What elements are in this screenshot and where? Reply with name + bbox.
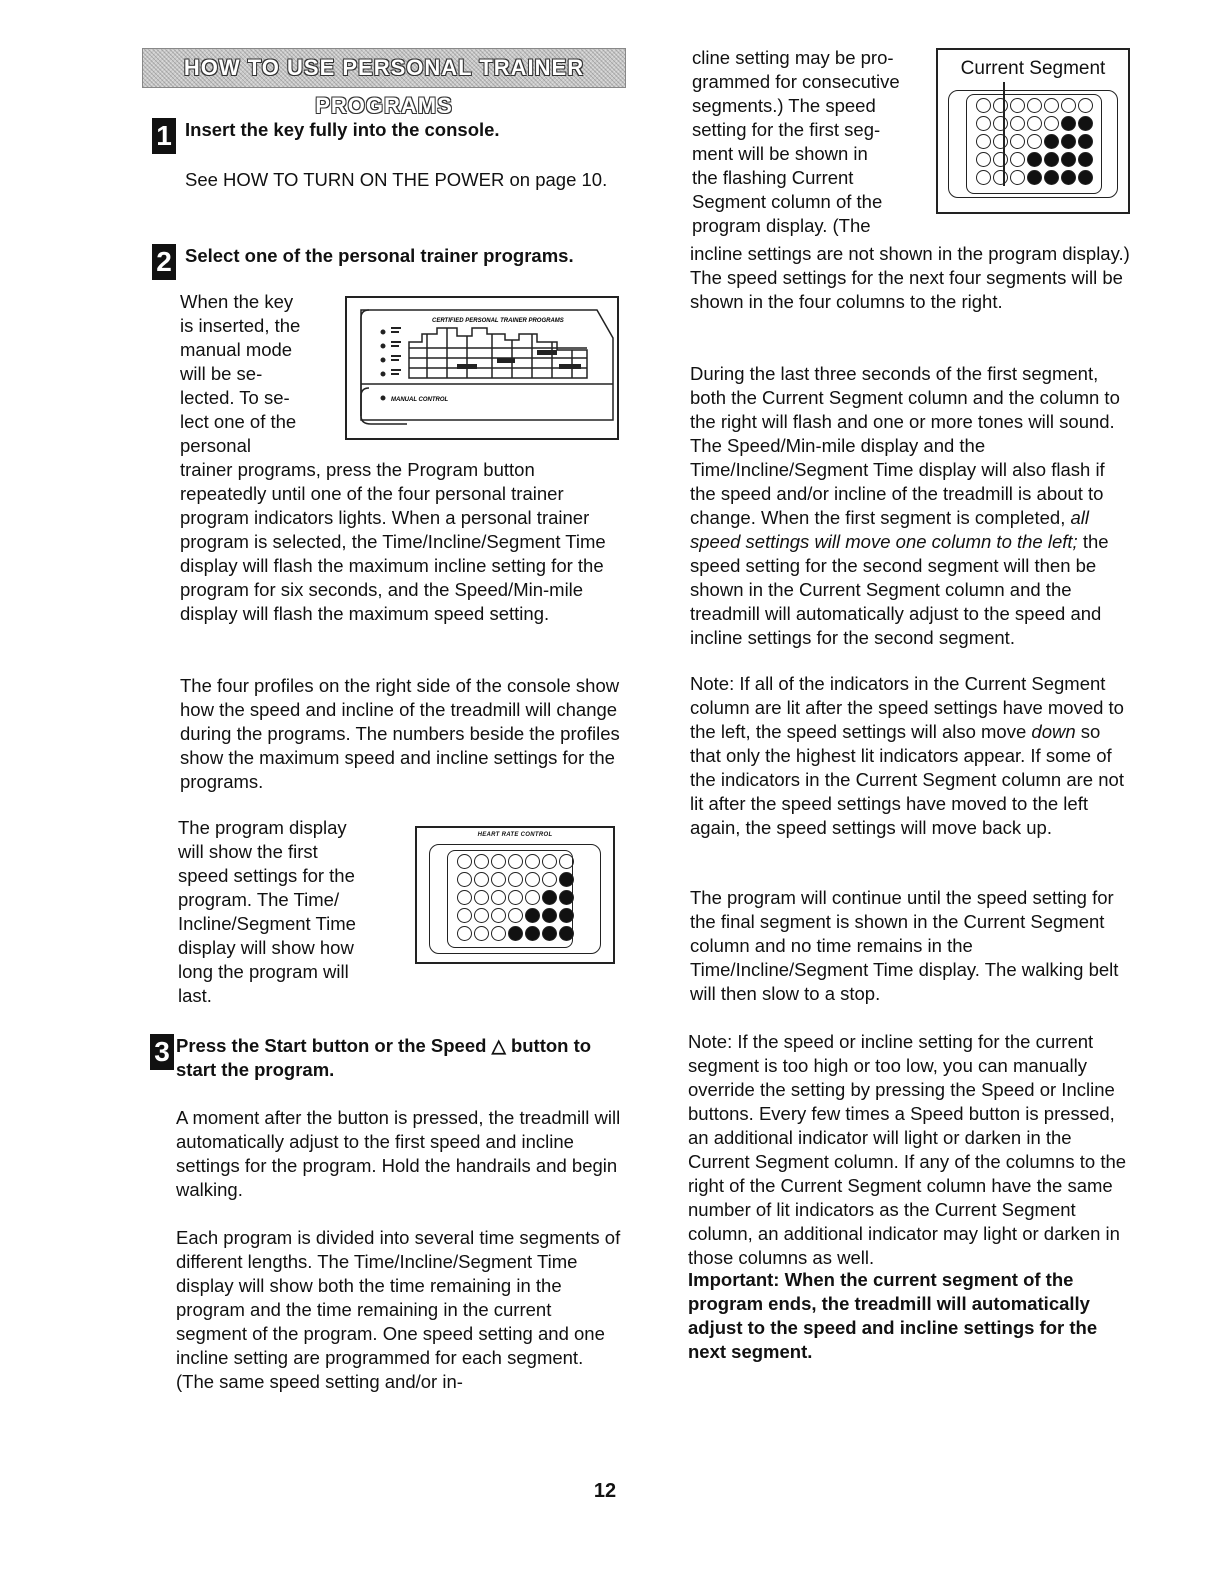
right-note-1: Note: If all of the indicators in the Current Segment column are lit after the speed settings have moved to the left, the speed settings will also move down so that only the highest lit indicators appear. If some of the indicators in the Current Segment column are not lit after the speed settings have moved to the left again, the speed settings will move back up. bbox=[690, 673, 1124, 838]
indicator-dot bbox=[976, 152, 991, 167]
indicator-dot bbox=[508, 854, 523, 869]
indicator-dot bbox=[1027, 134, 1042, 149]
indicator-dot bbox=[1010, 116, 1025, 131]
step-3-para-2: Each program is divided into several time segments of different lengths. The Time/Incline/Segment Time display will show both the time remaining in the program and the time remaining in the current segment of the program. One speed setting and one incline setting are programmed for each segment. (The same speed setting and/or in- bbox=[176, 1227, 621, 1392]
indicator-dot bbox=[1010, 170, 1025, 185]
step-1-number: 1 bbox=[152, 118, 176, 154]
indicator-dot bbox=[1078, 116, 1093, 131]
indicator-dot bbox=[976, 170, 991, 185]
indicator-dot bbox=[474, 908, 489, 923]
indicator-dot bbox=[525, 872, 540, 887]
indicator-dot bbox=[508, 872, 523, 887]
indicator-dot bbox=[1027, 170, 1042, 185]
indicator-dot bbox=[474, 926, 489, 941]
program-indicator-grid bbox=[457, 854, 576, 942]
indicator-dot bbox=[1044, 98, 1059, 113]
indicator-dot bbox=[542, 872, 557, 887]
step-2-para-3: The program display will show the first speed settings for the program. The Time/ Incline/Segment Time display will show how long the program will last. bbox=[178, 817, 356, 1006]
heart-rate-control-label: HEART RATE CONTROL bbox=[477, 832, 553, 838]
console-header-label: CERTIFIED PERSONAL TRAINER PROGRAMS bbox=[432, 318, 564, 324]
step-2-title: Select one of the personal trainer programs. bbox=[185, 245, 574, 266]
current-segment-indicator-grid bbox=[976, 98, 1095, 186]
indicator-dot bbox=[491, 926, 506, 941]
indicator-dot bbox=[474, 890, 489, 905]
indicator-dot bbox=[993, 152, 1008, 167]
indicator-dot bbox=[976, 98, 991, 113]
indicator-dot bbox=[1010, 98, 1025, 113]
step-2-wrap-text: When the key is inserted, the manual mode will be se- lected. To se- lect one of the personal bbox=[180, 291, 301, 456]
indicator-dot bbox=[559, 908, 574, 923]
indicator-dot bbox=[491, 890, 506, 905]
indicator-row bbox=[976, 134, 1095, 150]
indicator-dot bbox=[559, 926, 574, 941]
indicator-dot bbox=[525, 908, 540, 923]
program-display-figure bbox=[415, 826, 615, 964]
indicator-dot bbox=[1010, 152, 1025, 167]
indicator-dot bbox=[1061, 170, 1076, 185]
indicator-dot bbox=[1078, 98, 1093, 113]
indicator-dot bbox=[1044, 170, 1059, 185]
indicator-row bbox=[976, 98, 1095, 114]
indicator-row bbox=[457, 854, 576, 870]
right-para-2: During the last three seconds of the first segment, both the Current Segment column and the column to the right will flash and one or more tones will sound. The Speed/Min-mile display and the Time/Incline/Segment Time display will also flash if the speed and/or incline of the treadmill is about to change. When the first segment is completed, all speed settings will move one column to the left; the speed setting for the second segment will then be shown in the Current Segment column and the treadmill will automatically adjust to the speed and incline settings for the second segment. bbox=[690, 363, 1120, 648]
step-3-title: Press the Start button or the Speed △ button to start the program. bbox=[176, 1035, 592, 1080]
indicator-row bbox=[976, 170, 1095, 186]
current-segment-label: Current Segment bbox=[960, 58, 1106, 79]
indicator-dot bbox=[993, 98, 1008, 113]
indicator-dot bbox=[1061, 98, 1076, 113]
indicator-dot bbox=[993, 134, 1008, 149]
right-note-2: Note: If the speed or incline setting for the current segment is too high or too low, you can manually override the setting by pressing the Speed or Incline buttons. Every few times a Speed button is pressed, an additional indicator will light or darken in the Current Segment column. If any of the columns to the right of the Current Segment column have the same number of lit indicators as the Current Segment column, an additional indicator may light or darken in those columns as well. bbox=[688, 1031, 1127, 1268]
indicator-dot bbox=[1061, 134, 1076, 149]
indicator-dot bbox=[474, 854, 489, 869]
indicator-dot bbox=[1078, 134, 1093, 149]
indicator-dot bbox=[1027, 152, 1042, 167]
indicator-dot bbox=[976, 116, 991, 131]
indicator-row bbox=[976, 152, 1095, 168]
indicator-dot bbox=[525, 926, 540, 941]
page-number: 12 bbox=[593, 1480, 617, 1502]
important-note: Important: When the current segment of the program ends, the treadmill will automatically adjust to the speed and incline settings for the next segment. bbox=[688, 1269, 1098, 1362]
indicator-dot bbox=[1044, 134, 1059, 149]
section-title: HOW TO USE PERSONAL TRAINER PROGRAMS bbox=[183, 55, 585, 118]
step-3-para-1: A moment after the button is pressed, the treadmill will automatically adjust to the first speed and incline settings for the program. Hold the handrails and begin walking. bbox=[176, 1107, 621, 1200]
indicator-dot bbox=[542, 854, 557, 869]
indicator-row bbox=[457, 908, 576, 924]
indicator-row bbox=[457, 926, 576, 942]
right-para-4: The program will continue until the speed setting for the final segment is shown in the Current Segment column and no time remains in the Time/Incline/Segment Time display. The walking belt will then slow to a stop. bbox=[690, 887, 1119, 1004]
indicator-dot bbox=[542, 908, 557, 923]
indicator-dot bbox=[559, 854, 574, 869]
indicator-dot bbox=[457, 854, 472, 869]
indicator-dot bbox=[559, 890, 574, 905]
indicator-dot bbox=[1044, 152, 1059, 167]
right-wrap-text: cline setting may be pro- grammed for consecutive segments.) The speed setting for the first seg- ment will be shown in the flashing Current Segment column of the program display. (The bbox=[692, 47, 900, 236]
indicator-dot bbox=[1027, 116, 1042, 131]
indicator-dot bbox=[1078, 152, 1093, 167]
indicator-dot bbox=[474, 872, 489, 887]
indicator-dot bbox=[993, 170, 1008, 185]
indicator-dot bbox=[542, 890, 557, 905]
indicator-dot bbox=[457, 926, 472, 941]
indicator-dot bbox=[491, 872, 506, 887]
step-2-para-2: The four profiles on the right side of the console show how the speed and incline of the treadmill will change during the programs. The numbers beside the profiles show the maximum speed and incline settings for the programs. bbox=[180, 675, 620, 792]
step-3-number: 3 bbox=[150, 1034, 174, 1070]
indicator-dot bbox=[508, 890, 523, 905]
indicator-dot bbox=[457, 908, 472, 923]
indicator-dot bbox=[1044, 116, 1059, 131]
indicator-dot bbox=[525, 890, 540, 905]
console-figure bbox=[345, 296, 619, 440]
indicator-dot bbox=[559, 872, 574, 887]
right-wrap-rest: incline settings are not shown in the program display.) The speed settings for the next four segments will be shown in the four columns to the right. bbox=[690, 243, 1130, 312]
indicator-dot bbox=[1061, 152, 1076, 167]
step-2-text-rest: trainer programs, press the Program button repeatedly until one of the four personal trainer program indicators lights. When a personal trainer program is selected, the Time/Incline/Segment Time display will flash the maximum incline setting for the program for six seconds, and the Speed/Min-mile display will flash the maximum speed setting. bbox=[180, 459, 606, 624]
indicator-dot bbox=[508, 908, 523, 923]
step-1-text: See HOW TO TURN ON THE POWER on page 10. bbox=[185, 169, 608, 190]
indicator-dot bbox=[491, 854, 506, 869]
indicator-dot bbox=[457, 890, 472, 905]
current-segment-figure bbox=[936, 48, 1130, 214]
indicator-dot bbox=[993, 116, 1008, 131]
manual-control-label: MANUAL CONTROL bbox=[391, 397, 449, 403]
indicator-dot bbox=[1078, 170, 1093, 185]
indicator-dot bbox=[491, 908, 506, 923]
indicator-dot bbox=[976, 134, 991, 149]
indicator-row bbox=[457, 890, 576, 906]
indicator-row bbox=[976, 116, 1095, 132]
step-1-title: Insert the key fully into the console. bbox=[185, 119, 500, 140]
indicator-dot bbox=[457, 872, 472, 887]
indicator-row bbox=[457, 872, 576, 888]
indicator-dot bbox=[1027, 98, 1042, 113]
section-banner bbox=[142, 48, 626, 118]
indicator-dot bbox=[525, 854, 540, 869]
console-illustration bbox=[347, 298, 617, 438]
indicator-dot bbox=[1010, 134, 1025, 149]
indicator-dot bbox=[1061, 116, 1076, 131]
indicator-dot bbox=[508, 926, 523, 941]
step-2-number: 2 bbox=[152, 244, 176, 280]
indicator-dot bbox=[542, 926, 557, 941]
